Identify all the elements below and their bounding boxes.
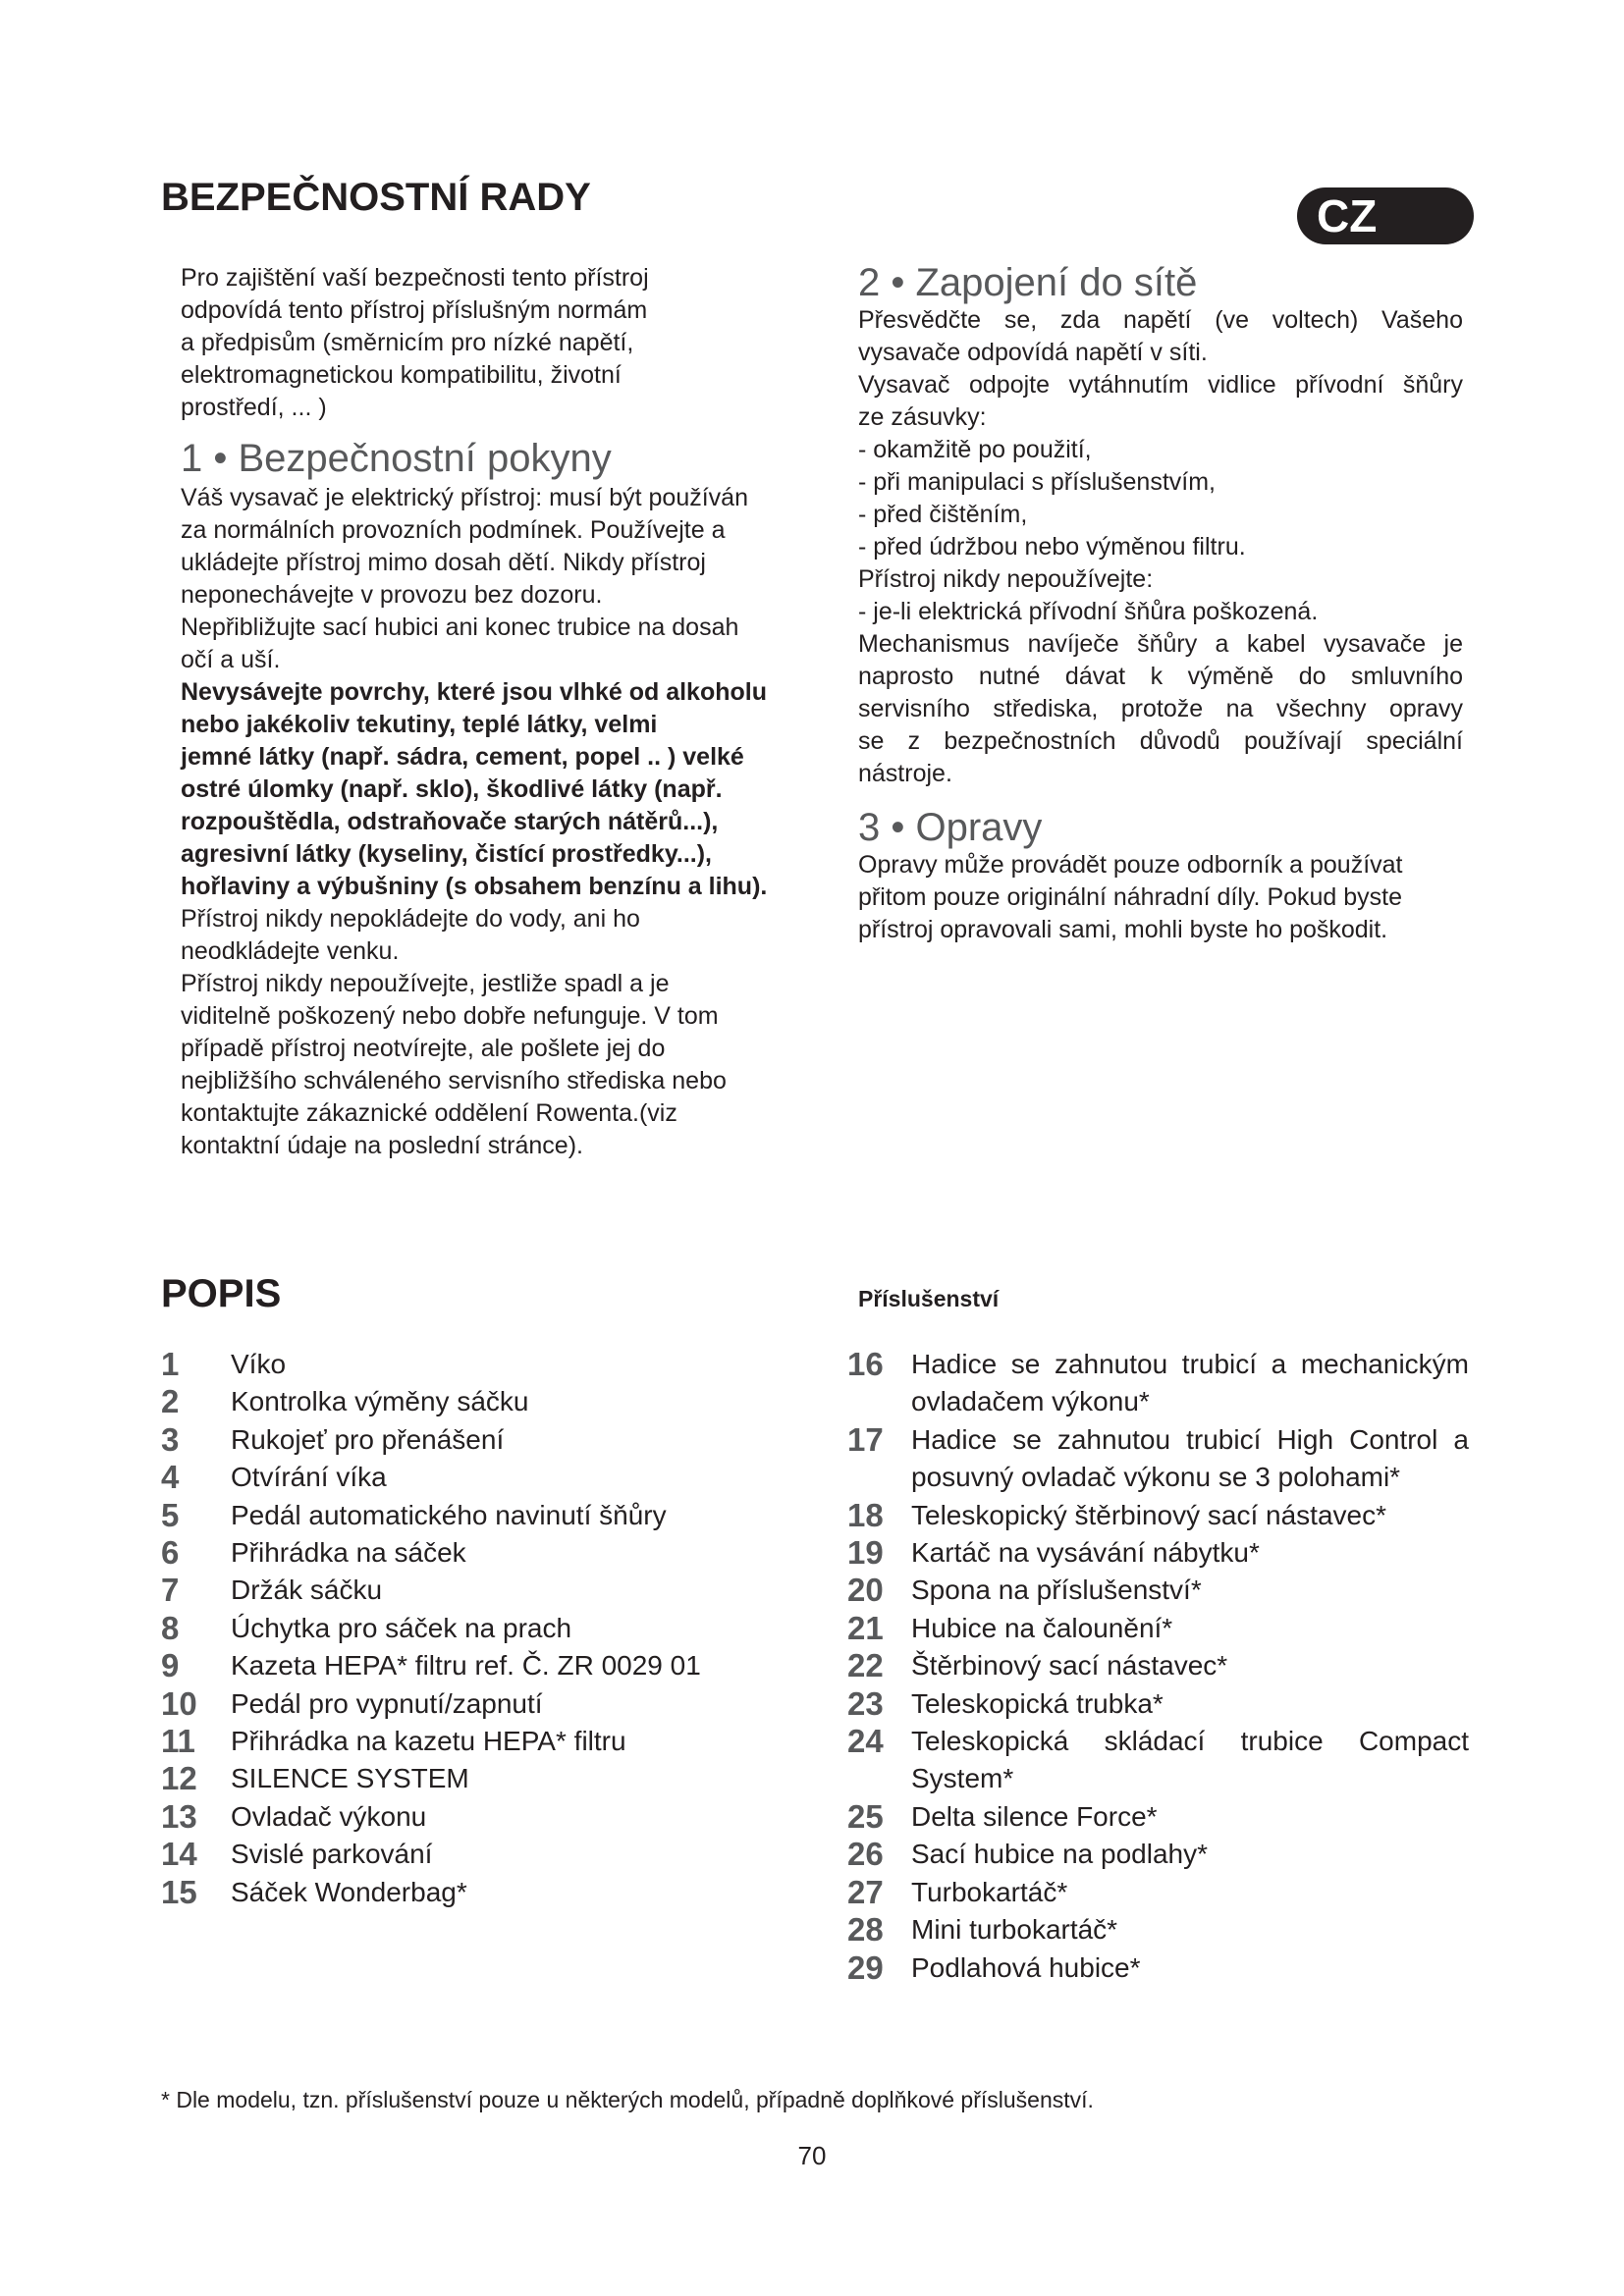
item-number: 7 <box>161 1572 180 1609</box>
text-line: vysavače odpovídá napětí v síti. <box>858 339 1208 366</box>
item-number: 16 <box>847 1346 884 1382</box>
text-line: - okamžitě po použití, <box>858 436 1092 463</box>
part-item <box>161 1760 789 1797</box>
text-line: očí a uší. <box>181 646 281 673</box>
accessory-item <box>847 1497 1469 1534</box>
text-line: ze zásuvky: <box>858 403 987 431</box>
item-label: Rukojeť pro přenášení <box>231 1423 505 1455</box>
item-label: Kazeta HEPA* filtru ref. Č. ZR 0029 01 <box>231 1650 701 1682</box>
item-label: Turbokartáč* <box>911 1876 1068 1907</box>
item-number: 3 <box>161 1420 180 1458</box>
text-line: nejbližšího schváleného servisního střediska nebo <box>181 1067 727 1095</box>
item-label: Přihrádka na kazetu HEPA* filtru <box>231 1726 626 1757</box>
item-label: Sací hubice na podlahy* <box>911 1839 1208 1870</box>
text-line: přitom pouze originální náhradní díly. Pokud byste <box>858 883 1403 911</box>
item-label: Hadice se zahnutou trubicí High Control a posuvný ovladač výkonu se 3 polohami* <box>911 1423 1469 1493</box>
section-heading-repairs: 3 • Opravy <box>858 806 1043 849</box>
footnote: * Dle modelu, tzn. příslušenství pouze u některých modelů, případně doplňkové příslušenství. <box>161 2087 1094 2112</box>
warning-paragraph <box>181 676 785 903</box>
item-label: Pedál pro vypnutí/zapnutí <box>231 1687 543 1719</box>
cord-paragraph <box>858 628 1463 790</box>
item-number: 26 <box>847 1836 884 1873</box>
section-heading-safety-instructions: 1 • Bezpečnostní pokyny <box>181 437 612 480</box>
text-line: prostředí, ... ) <box>181 394 327 421</box>
part-item <box>161 1383 789 1420</box>
item-number: 23 <box>847 1684 884 1722</box>
item-number: 13 <box>161 1797 197 1835</box>
item-label: Spona na příslušenství* <box>911 1575 1202 1606</box>
item-number: 15 <box>161 1873 197 1910</box>
damage-paragraph <box>181 968 785 1162</box>
part-item <box>161 1459 789 1496</box>
text-line: - při manipulaci s příslušenstvím, <box>858 468 1217 496</box>
item-number: 6 <box>161 1534 180 1572</box>
text-line: Pro zajištění vaší bezpečnosti tento přístroj <box>181 264 649 292</box>
item-label: Teleskopický štěrbinový sací nástavec* <box>911 1499 1386 1530</box>
accessory-item <box>847 1572 1469 1609</box>
text-line: přístroj opravovali sami, mohli byste ho poškodit. <box>858 916 1388 943</box>
text-line: elektromagnetickou kompatibilitu, životní <box>181 361 622 389</box>
text-line: za normálních provozních podmínek. Používejte a <box>181 516 726 544</box>
item-number: 17 <box>847 1420 884 1458</box>
text-line: - je-li elektrická přívodní šňůra poškozená. <box>858 598 1319 625</box>
never-use-paragraph <box>858 563 1463 628</box>
item-number: 14 <box>161 1836 197 1873</box>
repairs-body <box>858 849 1463 946</box>
text-line: - před čištěním, <box>858 501 1028 528</box>
item-number: 11 <box>161 1723 195 1760</box>
item-label: Štěrbinový sací nástavec* <box>911 1650 1228 1682</box>
accessory-item <box>847 1949 1469 1987</box>
item-label: Pedál automatického navinutí šňůry <box>231 1499 667 1530</box>
text-line: nebo jakékoliv tekutiny, teplé látky, velmi <box>181 711 658 738</box>
text-line: Vysavač odpojte vytáhnutím vidlice přívodní šňůry <box>858 371 1463 399</box>
text-line: Nevysávejte povrchy, které jsou vlhké od alkoholu <box>181 678 767 706</box>
part-item <box>161 1572 789 1609</box>
item-number: 29 <box>847 1949 884 1986</box>
accessories-title: Příslušenství <box>858 1286 1000 1311</box>
text-line: Mechanismus navíječe šňůry a kabel vysavače je <box>858 630 1463 658</box>
part-item <box>161 1497 789 1534</box>
item-number: 12 <box>161 1760 197 1797</box>
item-label: Delta silence Force* <box>911 1800 1158 1832</box>
usage-paragraph <box>181 482 785 676</box>
text-line: odpovídá tento přístroj příslušným normám <box>181 296 648 324</box>
item-number: 8 <box>161 1609 180 1646</box>
accessory-item <box>847 1723 1469 1798</box>
item-number: 5 <box>161 1496 180 1533</box>
text-line: agresivní látky (kyseliny, čistící prostředky...), <box>181 840 712 868</box>
item-number: 28 <box>847 1911 884 1949</box>
mains-connection-body <box>858 304 1463 790</box>
accessory-item <box>847 1836 1469 1873</box>
text-line: nástroje. <box>858 760 952 787</box>
item-number: 18 <box>847 1496 884 1533</box>
item-label: Mini turbokartáč* <box>911 1914 1118 1946</box>
accessory-item <box>847 1421 1469 1497</box>
accessory-item <box>847 1346 1469 1421</box>
item-label: Teleskopická skládací trubice Compact System* <box>911 1726 1469 1794</box>
item-number: 1 <box>161 1346 180 1382</box>
item-number: 22 <box>847 1647 884 1684</box>
part-item <box>161 1421 789 1459</box>
accessory-item <box>847 1610 1469 1647</box>
language-badge: CZ <box>1297 187 1474 244</box>
text-line: rozpouštědla, odstraňovače starých nátěrů...), <box>181 808 719 835</box>
accessory-item <box>847 1798 1469 1836</box>
text-line: hořlaviny a výbušniny (s obsahem benzínu a lihu). <box>181 873 768 900</box>
text-line: Váš vysavač je elektrický přístroj: musí být používán <box>181 484 748 511</box>
text-line: jemné látky (např. sádra, cement, popel .. ) velké <box>181 743 744 771</box>
item-label: Podlahová hubice* <box>911 1951 1141 1983</box>
item-label: Držák sáčku <box>231 1575 383 1606</box>
item-label: Kontrolka výměny sáčku <box>231 1386 529 1417</box>
text-line: Přesvědčte se, zda napětí (ve voltech) Vašeho <box>858 306 1463 334</box>
text-line: Nepřibližujte sací hubici ani konec trubice na dosah <box>181 614 739 641</box>
text-line: případě přístroj neotvírejte, ale pošlete jej do <box>181 1035 666 1062</box>
text-line: viditelně poškozený nebo dobře nefunguje. V tom <box>181 1002 719 1030</box>
part-item <box>161 1346 789 1383</box>
item-number: 4 <box>161 1459 180 1496</box>
page-number: 70 <box>797 2141 827 2170</box>
part-item <box>161 1798 789 1836</box>
text-line: kontaktní údaje na poslední stránce). <box>181 1132 583 1159</box>
part-item <box>161 1685 789 1723</box>
item-label: Hadice se zahnutou trubicí a mechanickým ovladačem výkonu* <box>911 1349 1469 1417</box>
part-item <box>161 1836 789 1873</box>
water-paragraph <box>181 903 785 968</box>
item-label: Teleskopická trubka* <box>911 1687 1164 1719</box>
item-number: 10 <box>161 1684 197 1722</box>
item-number: 9 <box>161 1647 180 1684</box>
part-item <box>161 1874 789 1911</box>
text-line: - před údržbou nebo výměnou filtru. <box>858 533 1246 561</box>
item-number: 24 <box>847 1723 884 1760</box>
part-item <box>161 1723 789 1760</box>
text-line: neponechávejte v provozu bez dozoru. <box>181 581 603 609</box>
item-label: Úchytka pro sáček na prach <box>231 1612 572 1643</box>
part-item <box>161 1647 789 1684</box>
item-label: Ovladač výkonu <box>231 1800 427 1832</box>
text-line: servisního střediska, protože na všechny opravy <box>858 695 1463 722</box>
unplug-cases-list <box>858 434 1463 563</box>
text-line: Přístroj nikdy nepoužívejte, jestliže spadl a je <box>181 970 670 997</box>
voltage-paragraph <box>858 304 1463 369</box>
item-label: Hubice na čalounění* <box>911 1612 1173 1643</box>
item-number: 27 <box>847 1873 884 1910</box>
text-line: naprosto nutné dávat k výměně do smluvního <box>858 663 1463 690</box>
item-label: Kartáč na vysávání nábytku* <box>911 1537 1260 1569</box>
part-item <box>161 1534 789 1572</box>
safety-intro <box>181 262 785 424</box>
accessory-item <box>847 1534 1469 1572</box>
text-line: Opravy může provádět pouze odborník a používat <box>858 851 1403 879</box>
text-line: kontaktujte zákaznické oddělení Rowenta.(viz <box>181 1099 677 1127</box>
text-line: a předpisům (směrnicím pro nízké napětí, <box>181 329 634 356</box>
item-number: 21 <box>847 1609 884 1646</box>
item-label: Otvírání víka <box>231 1462 387 1493</box>
accessory-item <box>847 1911 1469 1949</box>
text-line: Přístroj nikdy nepoužívejte: <box>858 565 1154 593</box>
part-item <box>161 1610 789 1647</box>
item-label: Sáček Wonderbag* <box>231 1876 467 1907</box>
accessories-list <box>847 1346 1469 1987</box>
item-number: 2 <box>161 1383 180 1420</box>
accessory-item <box>847 1685 1469 1723</box>
item-label: SILENCE SYSTEM <box>231 1763 469 1794</box>
accessory-item <box>847 1874 1469 1911</box>
item-label: Svislé parkování <box>231 1839 433 1870</box>
description-title: POPIS <box>161 1272 282 1315</box>
unplug-paragraph <box>858 369 1463 434</box>
accessory-item <box>847 1647 1469 1684</box>
item-number: 20 <box>847 1572 884 1609</box>
text-line: se z bezpečnostních důvodů používají speciální <box>858 727 1463 755</box>
safety-instructions-body <box>181 482 785 1162</box>
text-line: ukládejte přístroj mimo dosah dětí. Nikdy přístroj <box>181 549 706 576</box>
item-label: Přihrádka na sáček <box>231 1537 466 1569</box>
text-line: ostré úlomky (např. sklo), škodlivé látky (např. <box>181 775 723 803</box>
text-line: neodkládejte venku. <box>181 937 400 965</box>
item-number: 19 <box>847 1534 884 1572</box>
item-number: 25 <box>847 1797 884 1835</box>
item-label: Víko <box>231 1349 287 1379</box>
page-title: BEZPEČNOSTNÍ RADY <box>161 176 591 219</box>
parts-list <box>161 1346 789 1911</box>
text-line: Přístroj nikdy nepokládejte do vody, ani ho <box>181 905 640 933</box>
section-heading-mains-connection: 2 • Zapojení do sítě <box>858 261 1198 304</box>
